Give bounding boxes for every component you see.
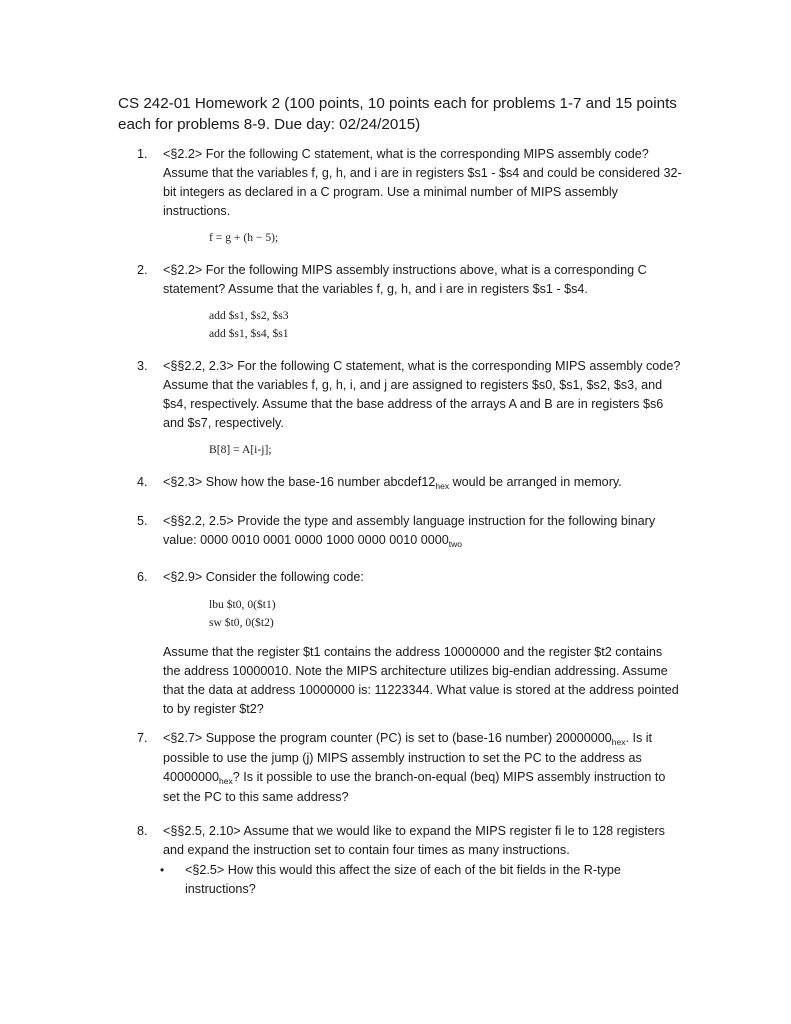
problem-number: 5.	[137, 514, 148, 528]
page-title: CS 242-01 Homework 2 (100 points, 10 points each for problems 1-7 and 15 points each for problems 8-9. Due day: 02/24/2015)	[118, 95, 677, 133]
problem-number: 8.	[137, 824, 148, 838]
problem-text: <§§2.2, 2.3> For the following C statement, what is the corresponding MIPS assembly code? Assume that the variables f, g, h, i, and j are assigned to registers $s0, $s1, $s2, $s3, and $s4, respectively. Assume that the base address of the arrays A and B are in registers $s6 and $s7, respectively.	[163, 359, 681, 430]
problem-number: 1.	[137, 147, 148, 161]
problem-text: <§2.7> Suppose the program counter (PC) is set to (base-16 number) $20000000_{hex}$. Is it possible to use the jump (j) MIPS assembly instruction to set the PC to the address as $40000000_{hex}$? Is it possible to use the branch-on-equal (beq) MIPS assembly instruction to set the PC to this same address?	[163, 731, 666, 804]
problem-text: <§§2.2, 2.5> Provide the type and assembly language instruction for the following binary value: 0000 0010 0001 0000 1000 0000 0010 $0000_{two}$	[163, 514, 656, 549]
bullet-icon: •	[160, 863, 165, 877]
problem-text: Assume that the register $t1 contains the address 10000000 and the register $t2 contains the address 10000010. Note the MIPS architecture utilizes big-endian addressing. Assume that the data at address 10000000 is: 11223344. What value is stored at the address pointed to by register $t2?	[163, 645, 679, 716]
code-snippet: f = g + (h − 5);	[209, 231, 279, 244]
subscript: hex	[435, 481, 450, 491]
bullet-text: <§2.5> How this would this affect the size of each of the bit fields in the R-type instructions?	[185, 863, 621, 896]
problem-text: <§2.3> Show how the base-16 number $abcdef12_{hex}$ would be arranged in memory.	[163, 475, 622, 491]
problem-number: 7.	[137, 731, 148, 745]
problem-text: <§§2.5, 2.10> Assume that we would like to expand the MIPS register fi le to 128 registers and expand the instruction set to contain four times as many instructions.	[163, 824, 665, 857]
problem-text: <§2.2> For the following C statement, what is the corresponding MIPS assembly code? Assume that the variables f, g, h, and i are in registers $s1 - $s4 and could be considered 32-bit integers as declared in a C program. Use a minimal number of MIPS assembly instructions.	[163, 147, 682, 218]
problem-number: 2.	[137, 263, 148, 277]
subscript: hex	[219, 776, 233, 786]
subscript: two	[448, 539, 462, 549]
problem-number: 6.	[137, 570, 148, 584]
problem-number: 3.	[137, 359, 148, 373]
problem-intro: <§2.9> Consider the following code:	[163, 570, 364, 584]
subscript: hex	[611, 737, 626, 747]
code-snippet: lbu $t0, 0($t1) sw $t0, 0($t2)	[209, 598, 276, 629]
problem-text: <§2.2> For the following MIPS assembly instructions above, what is a corresponding C statement? Assume that the variables f, g, h, and i are in registers $s1 - $s4.	[163, 263, 647, 296]
problem-number: 4.	[137, 475, 148, 489]
code-snippet: B[8] = A[i-j];	[209, 443, 272, 456]
code-snippet: add $s1, $s2, $s3 add $s1, $s4, $s1	[209, 309, 289, 340]
